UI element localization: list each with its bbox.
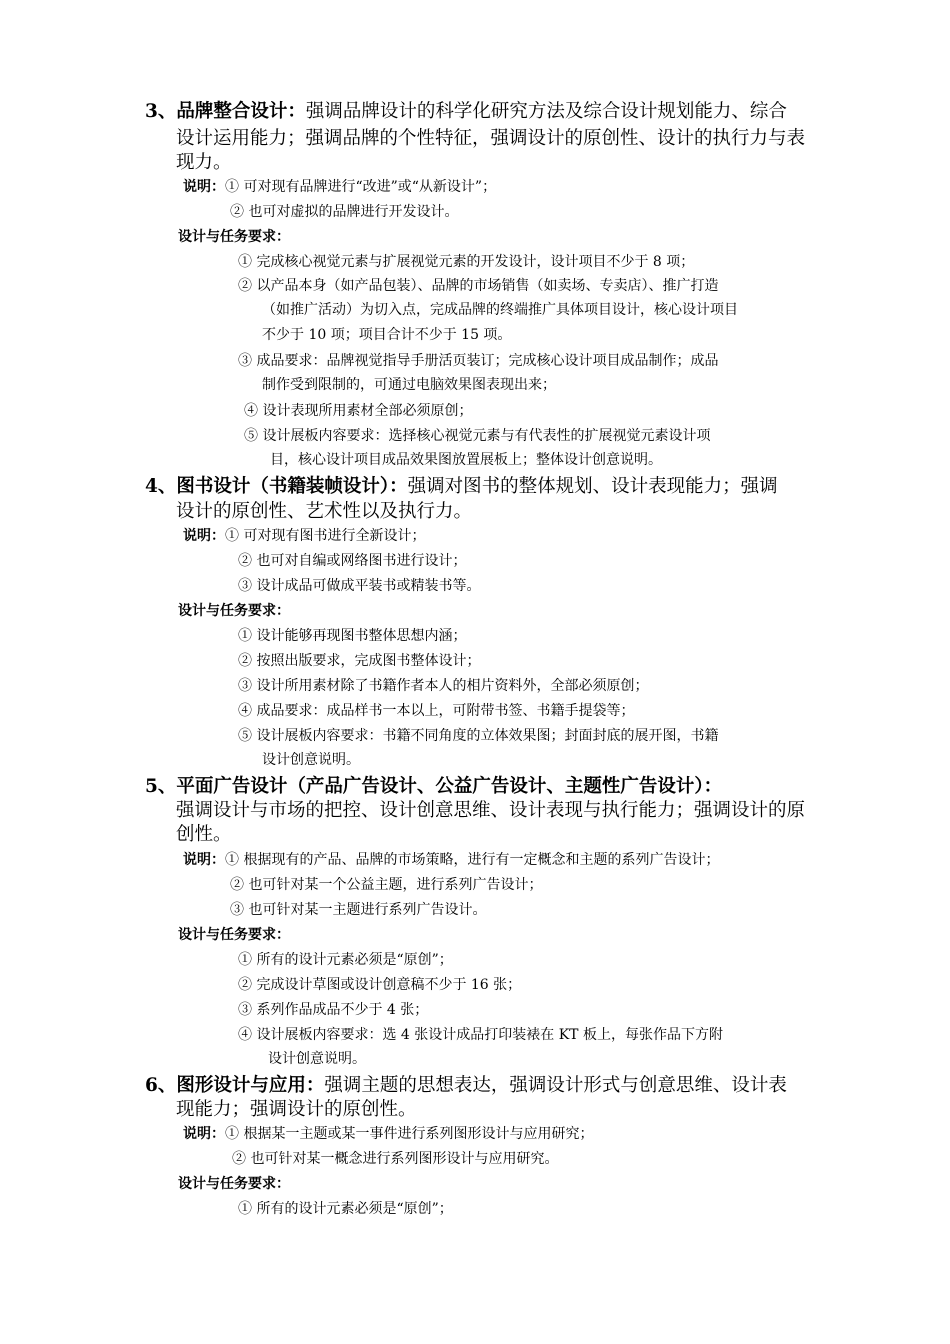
task-item-cont: （如推广活动）为切入点，完成品牌的终端推广具体项目设计，核心设计项目 [262,302,738,318]
task-item-cont: 设计创意说明。 [262,752,360,768]
section-6-heading [145,1073,815,1099]
section-4-heading [145,474,815,500]
task-label: 设计与任务要求： [178,229,290,245]
section-title: 品牌整合设计： [176,101,306,122]
note-row [183,1124,593,1144]
note-item: ① 可对现有图书进行全新设计； [225,528,426,544]
section-intro-line: 强调设计与市场的把控、设计创意思维、设计表现与执行能力；强调设计的原 [176,800,806,821]
task-item: ② 以产品本身（如产品包装）、品牌的市场销售（如卖场、专卖店）、推广打造 [238,278,719,294]
task-item: ② 按照出版要求，完成图书整体设计； [238,653,481,669]
section-title: 图形设计与应用： [176,1075,325,1096]
task-label: 设计与任务要求： [178,927,290,943]
task-item-cont: 目，核心设计项目成品效果图放置展板上；整体设计创意说明。 [270,452,662,468]
note-item: ② 也可对自编或网络图书进行设计； [238,553,467,569]
note-item: ① 根据某一主题或某一事件进行系列图形设计与应用研究； [225,1126,594,1142]
task-item: ④ 成品要求：成品样书一本以上，可附带书签、书籍手提袋等； [238,703,635,719]
task-item: ① 所有的设计元素必须是“原创”； [238,952,453,968]
note-label: 说明： [183,528,225,544]
task-label: 设计与任务要求： [178,603,290,619]
section-intro-line: 现力。 [176,152,232,173]
section-3-heading [145,99,815,125]
task-item: ① 完成核心视觉元素与扩展视觉元素的开发设计，设计项目不少于 8 项； [238,254,695,270]
section-intro: 强调对图书的整体规划、设计表现能力；强调 [407,476,778,497]
task-item-cont: 制作受到限制的，可通过电脑效果图表现出来； [262,377,556,393]
task-item: ② 完成设计草图或设计创意稿不少于 16 张； [238,977,522,993]
section-title: 图书设计（书籍装帧设计）： [176,476,408,497]
task-item: ⑤ 设计展板内容要求：书籍不同角度的立体效果图；封面封底的展开图，书籍 [238,728,719,744]
section-number: 6、 [145,1075,177,1096]
section-5-heading [145,774,815,800]
note-label: 说明： [183,1126,225,1142]
task-item-cont: 不少于 10 项；项目合计不少于 15 项。 [262,327,512,343]
task-item: ④ 设计展板内容要求：选 4 张设计成品打印装裱在 KT 板上，每张作品下方附 [238,1027,723,1043]
note-row [183,526,425,546]
section-intro: 强调主题的思想表达，强调设计形式与创意思维、设计表 [324,1075,787,1096]
note-item: ② 也可针对某一个公益主题，进行系列广告设计； [230,877,543,893]
note-item: ② 也可对虚拟的品牌进行开发设计。 [230,204,459,220]
note-item: ① 根据现有的产品、品牌的市场策略，进行有一定概念和主题的系列广告设计； [225,852,720,868]
section-intro-line: 创性。 [176,824,232,845]
note-label: 说明： [183,852,225,868]
task-item: ③ 设计所用素材除了书籍作者本人的相片资料外，全部必须原创； [238,678,649,694]
note-row [183,850,719,870]
task-item: ① 设计能够再现图书整体思想内涵； [238,628,467,644]
note-item: ③ 设计成品可做成平装书或精装书等。 [238,578,481,594]
task-item: ③ 系列作品成品不少于 4 张； [238,1002,429,1018]
section-intro-line: 设计的原创性、艺术性以及执行力。 [176,501,473,522]
section-number: 4、 [145,476,177,497]
section-intro-line: 设计运用能力；强调品牌的个性特征，强调设计的原创性、设计的执行力与表 [176,128,806,149]
note-item: ② 也可针对某一概念进行系列图形设计与应用研究。 [232,1151,559,1167]
section-number: 5、 [145,776,177,797]
task-item-cont: 设计创意说明。 [268,1051,366,1067]
section-intro: 强调品牌设计的科学化研究方法及综合设计规划能力、综合 [305,101,787,122]
note-item: ① 可对现有品牌进行“改进”或“从新设计”； [225,179,497,195]
task-item: ④ 设计表现所用素材全部必须原创； [244,403,473,419]
task-item: ⑤ 设计展板内容要求：选择核心视觉元素与有代表性的扩展视觉元素设计项 [244,428,711,444]
section-intro-line: 现能力；强调设计的原创性。 [176,1099,417,1120]
note-row [183,177,496,197]
task-item: ③ 成品要求：品牌视觉指导手册活页装订；完成核心设计项目成品制作；成品 [238,353,719,369]
note-label: 说明： [183,179,225,195]
note-item: ③ 也可针对某一主题进行系列广告设计。 [230,902,487,918]
task-item: ① 所有的设计元素必须是“原创”； [238,1201,453,1217]
section-number: 3、 [145,101,177,122]
section-title: 平面广告设计（产品广告设计、公益广告设计、主题性广告设计）： [176,776,723,797]
task-label: 设计与任务要求： [178,1176,290,1192]
